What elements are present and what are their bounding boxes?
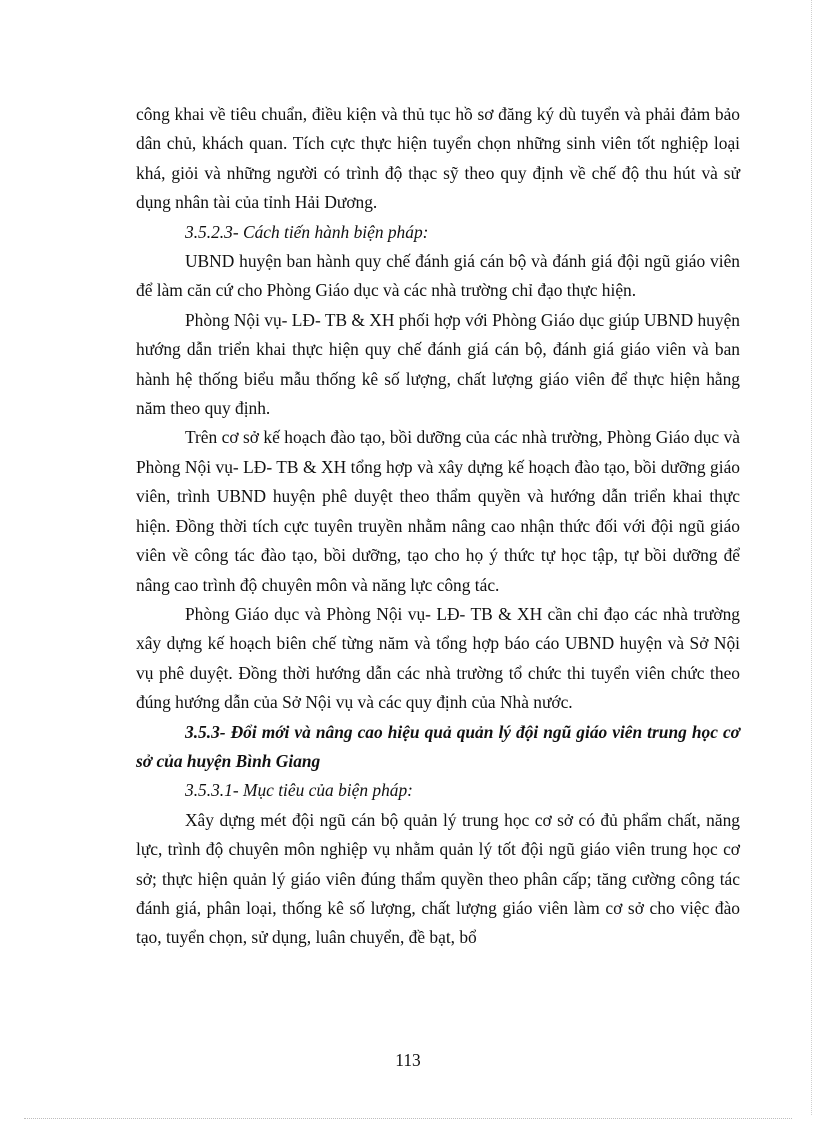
paragraph: Trên cơ sở kế hoạch đào tạo, bồi dưỡng của các nhà trường, Phòng Giáo dục và Phòng Nội vụ- LĐ- TB & XH tổng hợp và xây dựng kế hoạch đào tạo, bồi dưỡng giáo viên, trình UBND huyện phê duyệt theo thẩm quyền và hướng dẫn triển khai thực hiện. Đồng thời tích cực tuyên truyền nhằm nâng cao nhận thức đối với đội ngũ giáo viên về công tác đào tạo, bồi dưỡng, tạo cho họ ý thức tự học tập, tự bồi dưỡng để nâng cao trình độ chuyên môn và năng lực công tác. (136, 427, 740, 595)
body-text (136, 100, 740, 953)
paragraph: Phòng Giáo dục và Phòng Nội vụ- LĐ- TB & XH cần chỉ đạo các nhà trường xây dựng kế hoạch biên chế từng năm và tổng hợp báo cáo UBND huyện và Sở Nội vụ phê duyệt. Đồng thời hướng dẫn các nhà trường tổ chức thi tuyển viên chức theo đúng hướng dẫn của Sở Nội vụ và các quy định của Nhà nước. (136, 603, 740, 713)
subsection-heading-3-5-3-1: 3.5.3.1- Mục tiêu của biện pháp: (185, 780, 413, 801)
section-heading-3-5-3: 3.5.3- Đổi mới và nâng cao hiệu quả quản lý đội ngũ giáo viên trung học cơ sở của huyện Bình Giang (136, 721, 740, 771)
paragraph-continuation: công khai về tiêu chuẩn, điều kiện và thủ tục hồ sơ đăng ký dù tuyển và phải đảm bảo dân chủ, khách quan. Tích cực thực hiện tuyển chọn những sinh viên tốt nghiệp loại khá, giỏi và những người có trình độ thạc sỹ theo quy định về chế độ thu hút và sử dụng nhân tài của tỉnh Hải Dương. (136, 104, 740, 213)
page-bottom-rule (24, 1118, 792, 1119)
page-edge-rule (811, 0, 812, 1115)
page-number: 113 (395, 1050, 421, 1070)
paragraph: UBND huyện ban hành quy chế đánh giá cán bộ và đánh giá đội ngũ giáo viên để làm căn cứ cho Phòng Giáo dục và các nhà trường chỉ đạo thực hiện. (136, 251, 740, 301)
paragraph: Phòng Nội vụ- LĐ- TB & XH phối hợp với Phòng Giáo dục giúp UBND huyện hướng dẫn triển khai thực hiện quy chế đánh giá cán bộ, đánh giá giáo viên và ban hành hệ thống biểu mẫu thống kê số lượng, chất lượng giáo viên để thực hiện hằng năm theo quy định. (136, 309, 740, 419)
paragraph: Xây dựng mét đội ngũ cán bộ quản lý trung học cơ sở có đủ phẩm chất, năng lực, trình độ chuyên môn nghiệp vụ nhằm quản lý tốt đội ngũ giáo viên trung học cơ sở; thực hiện quản lý giáo viên đúng thẩm quyền theo phân cấp; tăng cường công tác đánh giá, phân loại, thống kê số lượng, chất lượng giáo viên làm cơ sở cho việc đào tạo, tuyển chọn, sử dụng, luân chuyển, đề bạt, bổ (136, 809, 740, 948)
subsection-heading-3-5-2-3: 3.5.2.3- Cách tiến hành biện pháp: (185, 221, 429, 242)
